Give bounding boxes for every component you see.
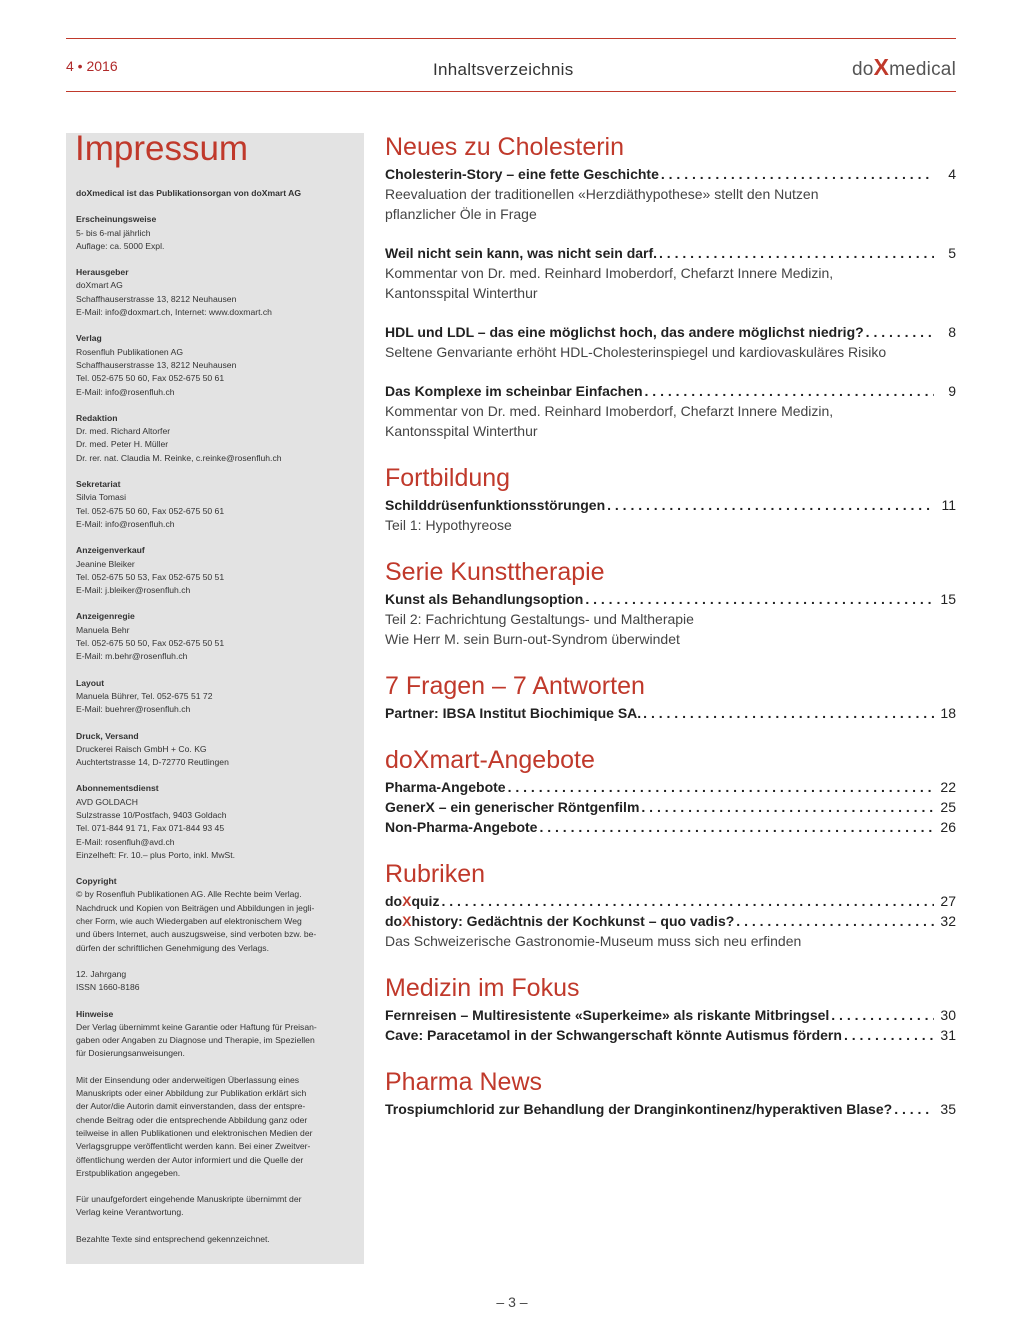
impressum-block	[76, 1193, 358, 1220]
toc-entry-row[interactable]	[385, 1025, 956, 1045]
impressum-line: Auchtertstrasse 14, D-72770 Reutlingen	[76, 757, 229, 768]
toc-section-title: Pharma News	[385, 1068, 542, 1096]
toc-entry-row[interactable]	[385, 891, 956, 911]
impressum-line: AVD GOLDACH	[76, 796, 138, 807]
toc-entry[interactable]	[385, 1099, 956, 1119]
toc-entry-title[interactable]: Kunst als Behandlungsoption	[385, 591, 584, 607]
toc-entry-title[interactable]: Non-Pharma-Angebote	[385, 819, 538, 835]
toc-entry-row[interactable]	[385, 243, 956, 263]
impressum-block	[76, 478, 358, 531]
impressum-line: Rosenfluh Publikationen AG	[76, 346, 184, 357]
toc-entry[interactable]	[385, 891, 956, 911]
toc-entry-row[interactable]	[385, 797, 956, 817]
page-number: – 3 –	[496, 1294, 528, 1310]
impressum-block	[76, 677, 358, 717]
impressum-line: Mit der Einsendung oder anderweitigen Überlassung eines	[76, 1074, 300, 1085]
toc-entry-page: 9	[948, 383, 956, 399]
dot-leader	[736, 911, 934, 931]
impressum-line: Verlag keine Verantwortung.	[76, 1207, 184, 1218]
toc-entry-title-rest: quiz	[411, 893, 440, 909]
toc-entry-row[interactable]	[385, 1099, 956, 1119]
toc-entry-subtitle: Kantonsspital Winterthur	[385, 423, 538, 439]
toc-entry-title[interactable]: Schilddrüsenfunktionsstörungen	[385, 497, 606, 513]
impressum-block	[76, 213, 358, 253]
impressum-label: Anzeigenregie	[76, 611, 135, 622]
impressum-box	[66, 129, 364, 1264]
impressum-line: Verlagsgruppe veröffentlicht werden kann. Bei einer Zweitver-	[76, 1141, 311, 1152]
toc-entry-subtitle: Kantonsspital Winterthur	[385, 285, 538, 301]
impressum-line: Druckerei Raisch GmbH + Co. KG	[76, 743, 207, 754]
toc-entry-page: 18	[940, 705, 956, 721]
toc-entry-page: 4	[948, 166, 956, 182]
impressum-line: E-Mail: info@rosenfluh.ch	[76, 518, 175, 529]
toc-section-title: doXmart-Angebote	[385, 746, 595, 774]
impressum-line: E-Mail: j.bleiker@rosenfluh.ch	[76, 585, 191, 596]
toc-entry-title[interactable]	[385, 911, 734, 931]
toc-entry-title-rest: history: Gedächtnis der Kochkunst – quo vadis?	[411, 913, 735, 929]
impressum-intro: doXmedical ist das Publikationsorgan von doXmart AG	[76, 188, 302, 198]
impressum-line: E-Mail: rosenfluh@avd.ch	[76, 836, 175, 847]
toc-entry-title-x: X	[402, 913, 412, 929]
impressum-block	[76, 875, 358, 955]
impressum-line: Tel. 071-844 91 71, Fax 071-844 93 45	[76, 823, 225, 834]
impressum-block	[76, 1074, 358, 1180]
impressum-line: Silvia Tomasi	[76, 492, 126, 503]
impressum-label: Sekretariat	[76, 479, 121, 490]
toc-entry-title[interactable]: Trospiumchlorid zur Behandlung der Dranginkontinenz/hyperaktiven Blase?	[385, 1101, 893, 1117]
toc-entry-title-prefix: do	[385, 913, 403, 929]
toc-entry-subtitle: Wie Herr M. sein Burn-out-Syndrom überwindet	[385, 631, 680, 647]
impressum-label: Layout	[76, 677, 105, 688]
dot-leader	[508, 777, 934, 797]
dot-leader	[659, 243, 934, 263]
table-of-contents	[385, 130, 956, 1139]
header-bottom-rule	[66, 91, 956, 92]
impressum-block	[76, 968, 358, 995]
toc-entry[interactable]	[385, 495, 956, 535]
impressum-line: E-Mail: m.behr@rosenfluh.ch	[76, 651, 188, 662]
toc-entry-subtitle: Das Schweizerische Gastronomie-Museum muss sich neu erfinden	[385, 933, 802, 949]
impressum-line: cher Form, wie auch Wiedergaben auf elektronischem Weg	[76, 916, 302, 927]
toc-entry-page: 31	[940, 1027, 956, 1043]
impressum-line: Bezahlte Texte sind entsprechend gekennzeichnet.	[76, 1233, 270, 1244]
dot-leader	[844, 1025, 934, 1045]
toc-section-title: Neues zu Cholesterin	[385, 133, 625, 161]
toc-section	[385, 857, 956, 951]
toc-entry-page: 8	[948, 324, 956, 340]
toc-entry[interactable]	[385, 703, 956, 723]
dot-leader	[894, 1099, 934, 1119]
toc-entry[interactable]	[385, 797, 956, 817]
toc-entry-row[interactable]	[385, 777, 956, 797]
impressum-line: Auflage: ca. 5000 Expl.	[76, 240, 165, 251]
toc-entry-row[interactable]	[385, 1005, 956, 1025]
toc-section	[385, 461, 956, 535]
impressum-line: Tel. 052-675 50 60, Fax 052-675 50 61	[76, 373, 225, 384]
toc-entry-title-x: X	[402, 893, 412, 909]
toc-entry-page: 32	[940, 913, 956, 929]
impressum-title: Impressum	[75, 129, 249, 168]
toc-entry[interactable]	[385, 381, 956, 441]
toc-section	[385, 555, 956, 649]
impressum-label: Redaktion	[76, 412, 118, 423]
toc-entry-row[interactable]	[385, 495, 956, 515]
impressum-line: Tel. 052-675 50 50, Fax 052-675 50 51	[76, 638, 225, 649]
toc-entry[interactable]	[385, 1005, 956, 1025]
toc-entry-page: 15	[940, 591, 956, 607]
impressum-label: Herausgeber	[76, 267, 129, 278]
toc-entry[interactable]	[385, 911, 956, 951]
toc-entry-subtitle: Seltene Genvariante erhöht HDL-Cholesterinspiegel und kardiovaskuläres Risiko	[385, 344, 887, 360]
toc-section	[385, 130, 956, 441]
toc-entry-subtitle: Teil 2: Fachrichtung Gestaltungs- und Maltherapie	[385, 611, 694, 627]
impressum-block	[76, 610, 358, 663]
impressum-line: der Autor/die Autorin damit einverstanden, dass der entspre-	[76, 1101, 306, 1112]
toc-entry-title[interactable]: HDL und LDL – das eine möglichst hoch, das andere möglichst niedrig?	[385, 324, 864, 340]
issue-number: 4 • 2016	[66, 58, 118, 74]
impressum-line: für Dosierungsanweisungen.	[76, 1048, 185, 1059]
toc-entry-title[interactable]: Pharma-Angebote	[385, 779, 506, 795]
toc-entry-title[interactable]	[385, 891, 439, 911]
toc-section-title: Serie Kunsttherapie	[385, 558, 605, 586]
toc-entry-title[interactable]: Cholesterin-Story – eine fette Geschichte	[385, 166, 659, 182]
impressum-label: Hinweise	[76, 1008, 114, 1019]
impressum-label: Copyright	[76, 876, 117, 887]
toc-section-title: Rubriken	[385, 860, 486, 888]
impressum-label: Verlag	[76, 333, 102, 344]
toc-entry[interactable]	[385, 243, 956, 303]
impressum-line: Schaffhauserstrasse 13, 8212 Neuhausen	[76, 359, 237, 370]
impressum-block	[76, 730, 358, 770]
impressum-line: Manuskripts oder einer Abbildung zur Publikation erklärt sich	[76, 1088, 307, 1099]
impressum-line: E-Mail: buehrer@rosenfluh.ch	[76, 704, 191, 715]
toc-entry[interactable]	[385, 164, 956, 224]
toc-section	[385, 971, 956, 1045]
impressum-line: Tel. 052-675 50 60, Fax 052-675 50 61	[76, 505, 225, 516]
impressum-line: doXmart AG	[76, 280, 123, 291]
toc-entry-subtitle: Reevaluation der traditionellen «Herzdiäthypothese» stellt den Nutzen	[385, 186, 819, 202]
toc-entry-row[interactable]	[385, 703, 956, 723]
impressum-line: Einzelheft: Fr. 10.– plus Porto, inkl. MwSt.	[76, 849, 236, 860]
doxmedical-logo: doXmedical	[852, 54, 956, 80]
toc-section-title: 7 Fragen – 7 Antworten	[385, 672, 645, 700]
toc-entry[interactable]	[385, 322, 956, 362]
toc-entry-page: 22	[940, 779, 956, 795]
toc-entry-title[interactable]: Partner: IBSA Institut Biochimique SA.	[385, 705, 642, 721]
toc-entry-subtitle: Kommentar von Dr. med. Reinhard Imoberdorf, Chefarzt Innere Medizin,	[385, 403, 834, 419]
impressum-line: Dr. med. Richard Altorfer	[76, 426, 171, 437]
impressum-line: Nachdruck und Kopien von Beiträgen und Abbildungen in jegli-	[76, 902, 315, 913]
impressum-label: Abonnementsdienst	[76, 783, 159, 794]
toc-entry[interactable]	[385, 589, 956, 649]
impressum-line: © by Rosenfluh Publikationen AG. Alle Rechte beim Verlag.	[76, 889, 302, 900]
toc-entry-row[interactable]	[385, 589, 956, 609]
toc-entry-title[interactable]: Cave: Paracetamol in der Schwangerschaft könnte Autismus fördern	[385, 1027, 842, 1043]
impressum-label: Druck, Versand	[76, 730, 139, 741]
impressum-line: E-Mail: info@rosenfluh.ch	[76, 386, 175, 397]
toc-entry-row[interactable]	[385, 381, 956, 401]
toc-entry-title[interactable]: GenerX – ein generischer Röntgenfilm	[385, 799, 640, 815]
impressum-label: Erscheinungsweise	[76, 214, 157, 225]
impressum-line: Sulzstrasse 10/Postfach, 9403 Goldach	[76, 809, 227, 820]
toc-entry[interactable]	[385, 817, 956, 837]
toc-entry-page: 35	[940, 1101, 956, 1117]
impressum-line: gaben oder Angaben zu Diagnose und Therapie, im Speziellen	[76, 1035, 315, 1046]
impressum-line: Manuela Behr	[76, 624, 130, 635]
toc-section-title: Fortbildung	[385, 464, 511, 492]
impressum-body	[76, 187, 358, 1259]
toc-entry-page: 30	[940, 1007, 956, 1023]
toc-entry-row[interactable]	[385, 322, 956, 342]
impressum-line: Tel. 052-675 50 53, Fax 052-675 50 51	[76, 571, 225, 582]
toc-entry[interactable]	[385, 777, 956, 797]
impressum-label: Anzeigenverkauf	[76, 545, 145, 556]
impressum-block	[76, 266, 358, 319]
impressum-line: chende Beitrag oder die entsprechende Abbildung ganz oder	[76, 1114, 308, 1125]
impressum-line: und übers Internet, auch auszugsweise, sind verboten bzw. be-	[76, 929, 317, 940]
toc-entry-row[interactable]	[385, 911, 956, 931]
toc-entry-page: 5	[948, 245, 956, 261]
impressum-line: Dr. rer. nat. Claudia M. Reinke, c.reinke@rosenfluh.ch	[76, 452, 282, 463]
dot-leader	[645, 381, 934, 401]
impressum-line: öffentlichung werden der Autor informiert und die Quelle der	[76, 1154, 304, 1165]
impressum-line: Manuela Bührer, Tel. 052-675 51 72	[76, 690, 213, 701]
impressum-block	[76, 332, 358, 398]
toc-section	[385, 743, 956, 837]
dot-leader	[641, 797, 934, 817]
dot-leader	[539, 817, 934, 837]
toc-entry-subtitle: Kommentar von Dr. med. Reinhard Imoberdorf, Chefarzt Innere Medizin,	[385, 265, 834, 281]
section-title: Inhaltsverzeichnis	[433, 60, 574, 79]
toc-entry-subtitle: pflanzlicher Öle in Frage	[385, 206, 537, 222]
toc-entry-page: 27	[940, 893, 956, 909]
impressum-line: Der Verlag übernimmt keine Garantie oder Haftung für Preisan-	[76, 1021, 317, 1032]
toc-section	[385, 1065, 956, 1119]
impressum-line: teilweise in allen Publikationen und elektronischen Medien der	[76, 1127, 313, 1138]
impressum-line: Erstpublikation angegeben.	[76, 1167, 181, 1178]
toc-entry-title[interactable]: Das Komplexe im scheinbar Einfachen	[385, 383, 643, 399]
impressum-block	[76, 782, 358, 862]
toc-entry-row[interactable]	[385, 817, 956, 837]
toc-entry-page: 26	[940, 819, 956, 835]
dot-leader	[866, 322, 934, 342]
header-top-rule	[66, 38, 956, 39]
toc-entry-title[interactable]: Fernreisen – Multiresistente «Superkeime» als riskante Mitbringsel	[385, 1007, 830, 1023]
toc-entry-title-prefix: do	[385, 893, 403, 909]
impressum-block	[76, 544, 358, 597]
toc-section	[385, 669, 956, 723]
impressum-line: Dr. med. Peter H. Müller	[76, 439, 169, 450]
toc-entry-page: 25	[940, 799, 956, 815]
impressum-line: dürfen der schriftlichen Genehmigung des Verlags.	[76, 942, 269, 953]
dot-leader	[441, 891, 934, 911]
toc-entry-row[interactable]	[385, 164, 956, 184]
toc-section-title: Medizin im Fokus	[385, 974, 580, 1002]
toc-entry-page: 11	[941, 497, 956, 513]
dot-leader	[607, 495, 934, 515]
impressum-block	[76, 412, 358, 465]
dot-leader	[831, 1005, 934, 1025]
impressum-line: Jeanine Bleiker	[76, 558, 135, 569]
impressum-block	[76, 1233, 358, 1246]
dot-leader	[643, 703, 934, 723]
impressum-line: Schaffhauserstrasse 13, 8212 Neuhausen	[76, 293, 237, 304]
dot-leader	[585, 589, 934, 609]
dot-leader	[661, 164, 934, 184]
impressum-line: 5- bis 6-mal jährlich	[76, 227, 151, 238]
toc-entry-subtitle: Teil 1: Hypothyreose	[385, 517, 512, 533]
toc-entry-title[interactable]: Weil nicht sein kann, was nicht sein darf.	[385, 245, 658, 261]
impressum-block	[76, 1008, 358, 1061]
impressum-line: E-Mail: info@doxmart.ch, Internet: www.doxmart.ch	[76, 307, 272, 318]
impressum-line: 12. Jahrgang	[76, 968, 127, 979]
toc-entry[interactable]	[385, 1025, 956, 1045]
impressum-line: Für unaufgefordert eingehende Manuskripte übernimmt der	[76, 1194, 302, 1205]
impressum-line: ISSN 1660-8186	[76, 982, 140, 993]
